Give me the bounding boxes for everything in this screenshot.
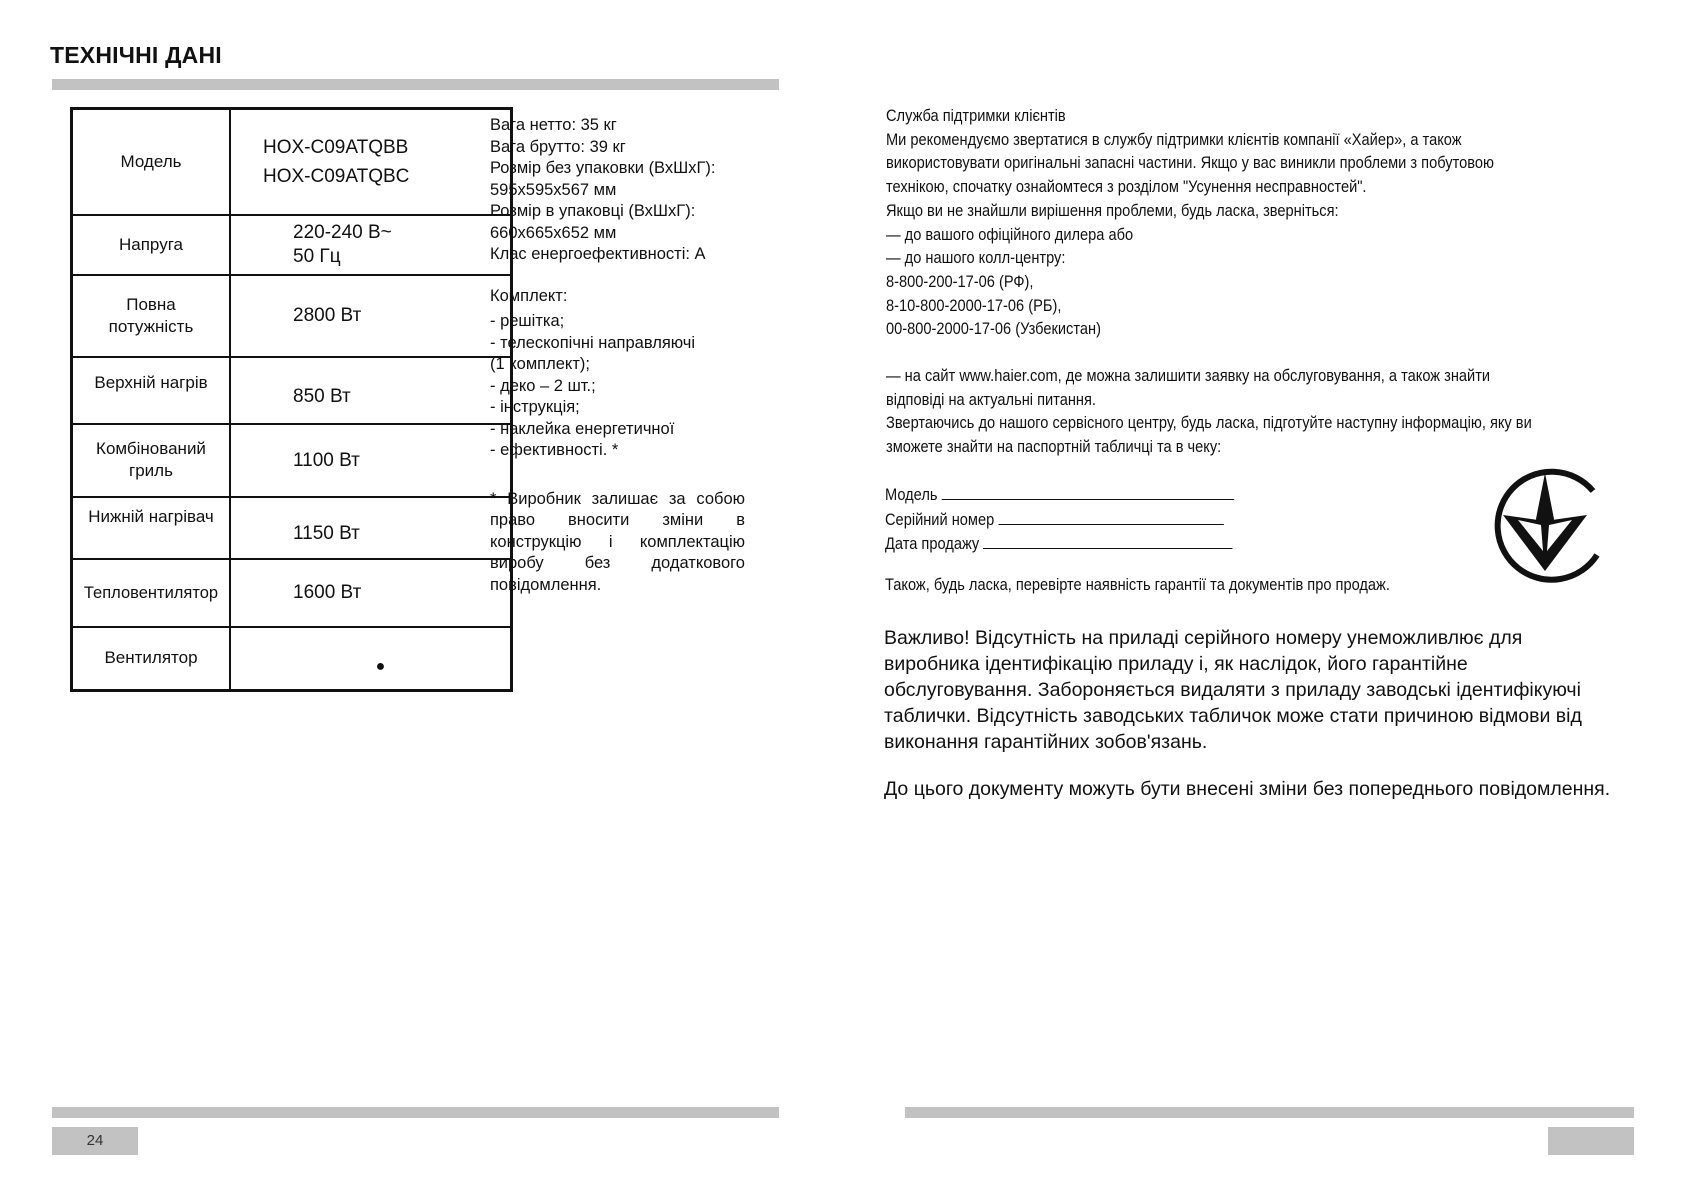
support-line: Якщо ви не знайшли вирішення проблеми, будь ласка, зверніться: — [886, 200, 1339, 220]
model-field — [885, 482, 1234, 507]
table-label: Напруга — [72, 215, 231, 275]
table-row — [72, 275, 512, 357]
kit-item: - ефективності. * — [490, 441, 619, 459]
kit-item: - інструкція; — [490, 398, 580, 416]
table-label-line: Комбінований — [96, 439, 206, 458]
voltage-value: 220-240 В~ — [293, 221, 392, 243]
important-line: Важливо! Відсутність на приладі серійного номеру унеможливлює для — [884, 627, 1523, 649]
table-value — [230, 109, 512, 215]
footnote: * Виробник залишає за собою право вносити зміни в конструкцію і комплектацію виробу без додаткового повідомлення. — [490, 489, 745, 594]
table-label: Тепловентилятор — [72, 559, 231, 627]
support-line: — до вашого офіційного дилера або — [886, 224, 1134, 244]
header-divider — [52, 79, 779, 90]
table-row — [72, 215, 512, 275]
spec-line: Вага нетто: 35 кг — [490, 116, 617, 134]
support-phone: 8-800-200-17-06 (РФ), — [886, 271, 1034, 291]
important-notice — [884, 625, 1644, 802]
table-label-line: Повна — [126, 294, 176, 314]
support-line: зможете знайти на паспортній табличці та в чеку: — [886, 437, 1222, 457]
check-note: Також, будь ласка, перевірте наявність гарантії та документів про продаж. — [885, 575, 1390, 594]
important-line: обслуговування. Забороняється видаляти з приладу заводські ідентифікуючі — [884, 679, 1581, 701]
table-value: 2800 Вт — [230, 275, 512, 357]
kit-item: (1 комплект); — [490, 355, 590, 373]
model-value: HOX-C09ATQBB — [263, 136, 409, 158]
support-block — [886, 104, 1532, 459]
spec-line: Розмір в упаковці (ВхШхГ): — [490, 202, 696, 220]
table-row — [72, 497, 512, 559]
support-line: — до нашого колл-центру: — [886, 248, 1066, 268]
field-label: Серійний номер — [885, 509, 995, 529]
table-value: 1100 Вт — [230, 424, 512, 497]
spec-line: Розмір без упаковки (ВхШхГ): — [490, 159, 716, 177]
table-row — [72, 627, 512, 691]
kit-item: - наклейка енергетичної — [490, 419, 675, 438]
page-number-box — [52, 1127, 138, 1155]
sale-date-field — [885, 531, 1234, 556]
certification-mark-icon — [1485, 463, 1605, 587]
support-phone: 00-800-2000-17-06 (Узбекистан) — [886, 319, 1101, 339]
support-line: відповіді на актуальні питання. — [886, 389, 1096, 409]
spec-line: Клас енергоефективності: А — [490, 245, 706, 263]
sale-date-field-line — [983, 531, 1232, 549]
table-label-line: гриль — [129, 461, 173, 480]
spec-table — [70, 107, 513, 692]
serial-number-field-line — [998, 507, 1223, 525]
table-value: 850 Вт — [230, 357, 512, 424]
table-value — [230, 627, 512, 691]
footer-divider-left — [52, 1107, 779, 1118]
specs-block — [490, 115, 745, 596]
table-row — [72, 109, 512, 215]
serial-number-field — [885, 507, 1234, 532]
model-value: HOX-C09ATQBC — [263, 165, 410, 187]
table-label-line: потужність — [108, 316, 194, 336]
info-fields — [885, 482, 1234, 556]
important-line: виробника ідентифікацію приладу і, як наслідок, його гарантійне — [884, 653, 1468, 675]
table-label: Модель — [72, 109, 231, 215]
table-row — [72, 424, 512, 497]
change-note: До цього документу можуть бути внесені зміни без попереднього повідомлення. — [884, 778, 1611, 800]
support-line: використовувати оригінальні запасні частини. Якщо у вас виникли проблеми з побутовою — [886, 153, 1494, 173]
important-line: виконання гарантійних зобов'язань. — [884, 731, 1208, 753]
table-row — [72, 357, 512, 424]
table-value — [230, 215, 512, 275]
support-line: Ми рекомендуємо звертатися в службу підтримки клієнтів компанії «Хайер», а також — [886, 129, 1462, 149]
fan-present-dot: ● — [375, 657, 386, 675]
page-number-box-right — [1548, 1127, 1634, 1155]
table-label: Вентилятор — [72, 627, 231, 691]
support-phone: 8-10-800-2000-17-06 (РБ), — [886, 295, 1062, 315]
kit-item: - телескопічні направляючі — [490, 333, 696, 352]
field-label: Дата продажу — [885, 534, 980, 554]
kit-item: - решітка; — [490, 312, 565, 330]
table-value: 1600 Вт — [230, 559, 512, 627]
important-line: таблички. Відсутність заводських табличок може стати причиною відмови від — [884, 705, 1582, 727]
support-line: Звертаючись до нашого сервісного центру, будь ласка, підготуйте наступну інформацію, яку ви — [886, 413, 1532, 433]
model-field-line — [942, 482, 1234, 500]
table-label — [72, 275, 231, 357]
support-line: технікою, спочатку ознайомтеся з розділом "Усунення несправностей". — [886, 177, 1367, 197]
table-label: Нижній нагрівач — [72, 497, 231, 559]
kit-item: - деко – 2 шт.; — [490, 376, 596, 395]
table-label: Верхній нагрів — [72, 357, 231, 424]
table-value: 1150 Вт — [230, 497, 512, 559]
footer-divider-right — [905, 1107, 1634, 1118]
support-line: Служба підтримки клієнтів — [886, 106, 1066, 125]
page-title: ТЕХНІЧНІ ДАНІ — [50, 42, 222, 68]
field-label: Модель — [885, 485, 938, 504]
spec-line: Вага брутто: 39 кг — [490, 137, 626, 156]
frequency-value: 50 Гц — [293, 245, 341, 267]
table-label — [72, 424, 231, 497]
page-number: 24 — [86, 1132, 104, 1149]
support-line: — на сайт www.haier.com, де можна залишити заявку на обслуговування, а також знайти — [886, 366, 1491, 386]
kit-heading: Комплект: — [490, 286, 568, 305]
spec-line: 660x665x652 мм — [490, 223, 617, 242]
spec-line: 595x595x567 мм — [490, 180, 617, 199]
table-row — [72, 559, 512, 627]
